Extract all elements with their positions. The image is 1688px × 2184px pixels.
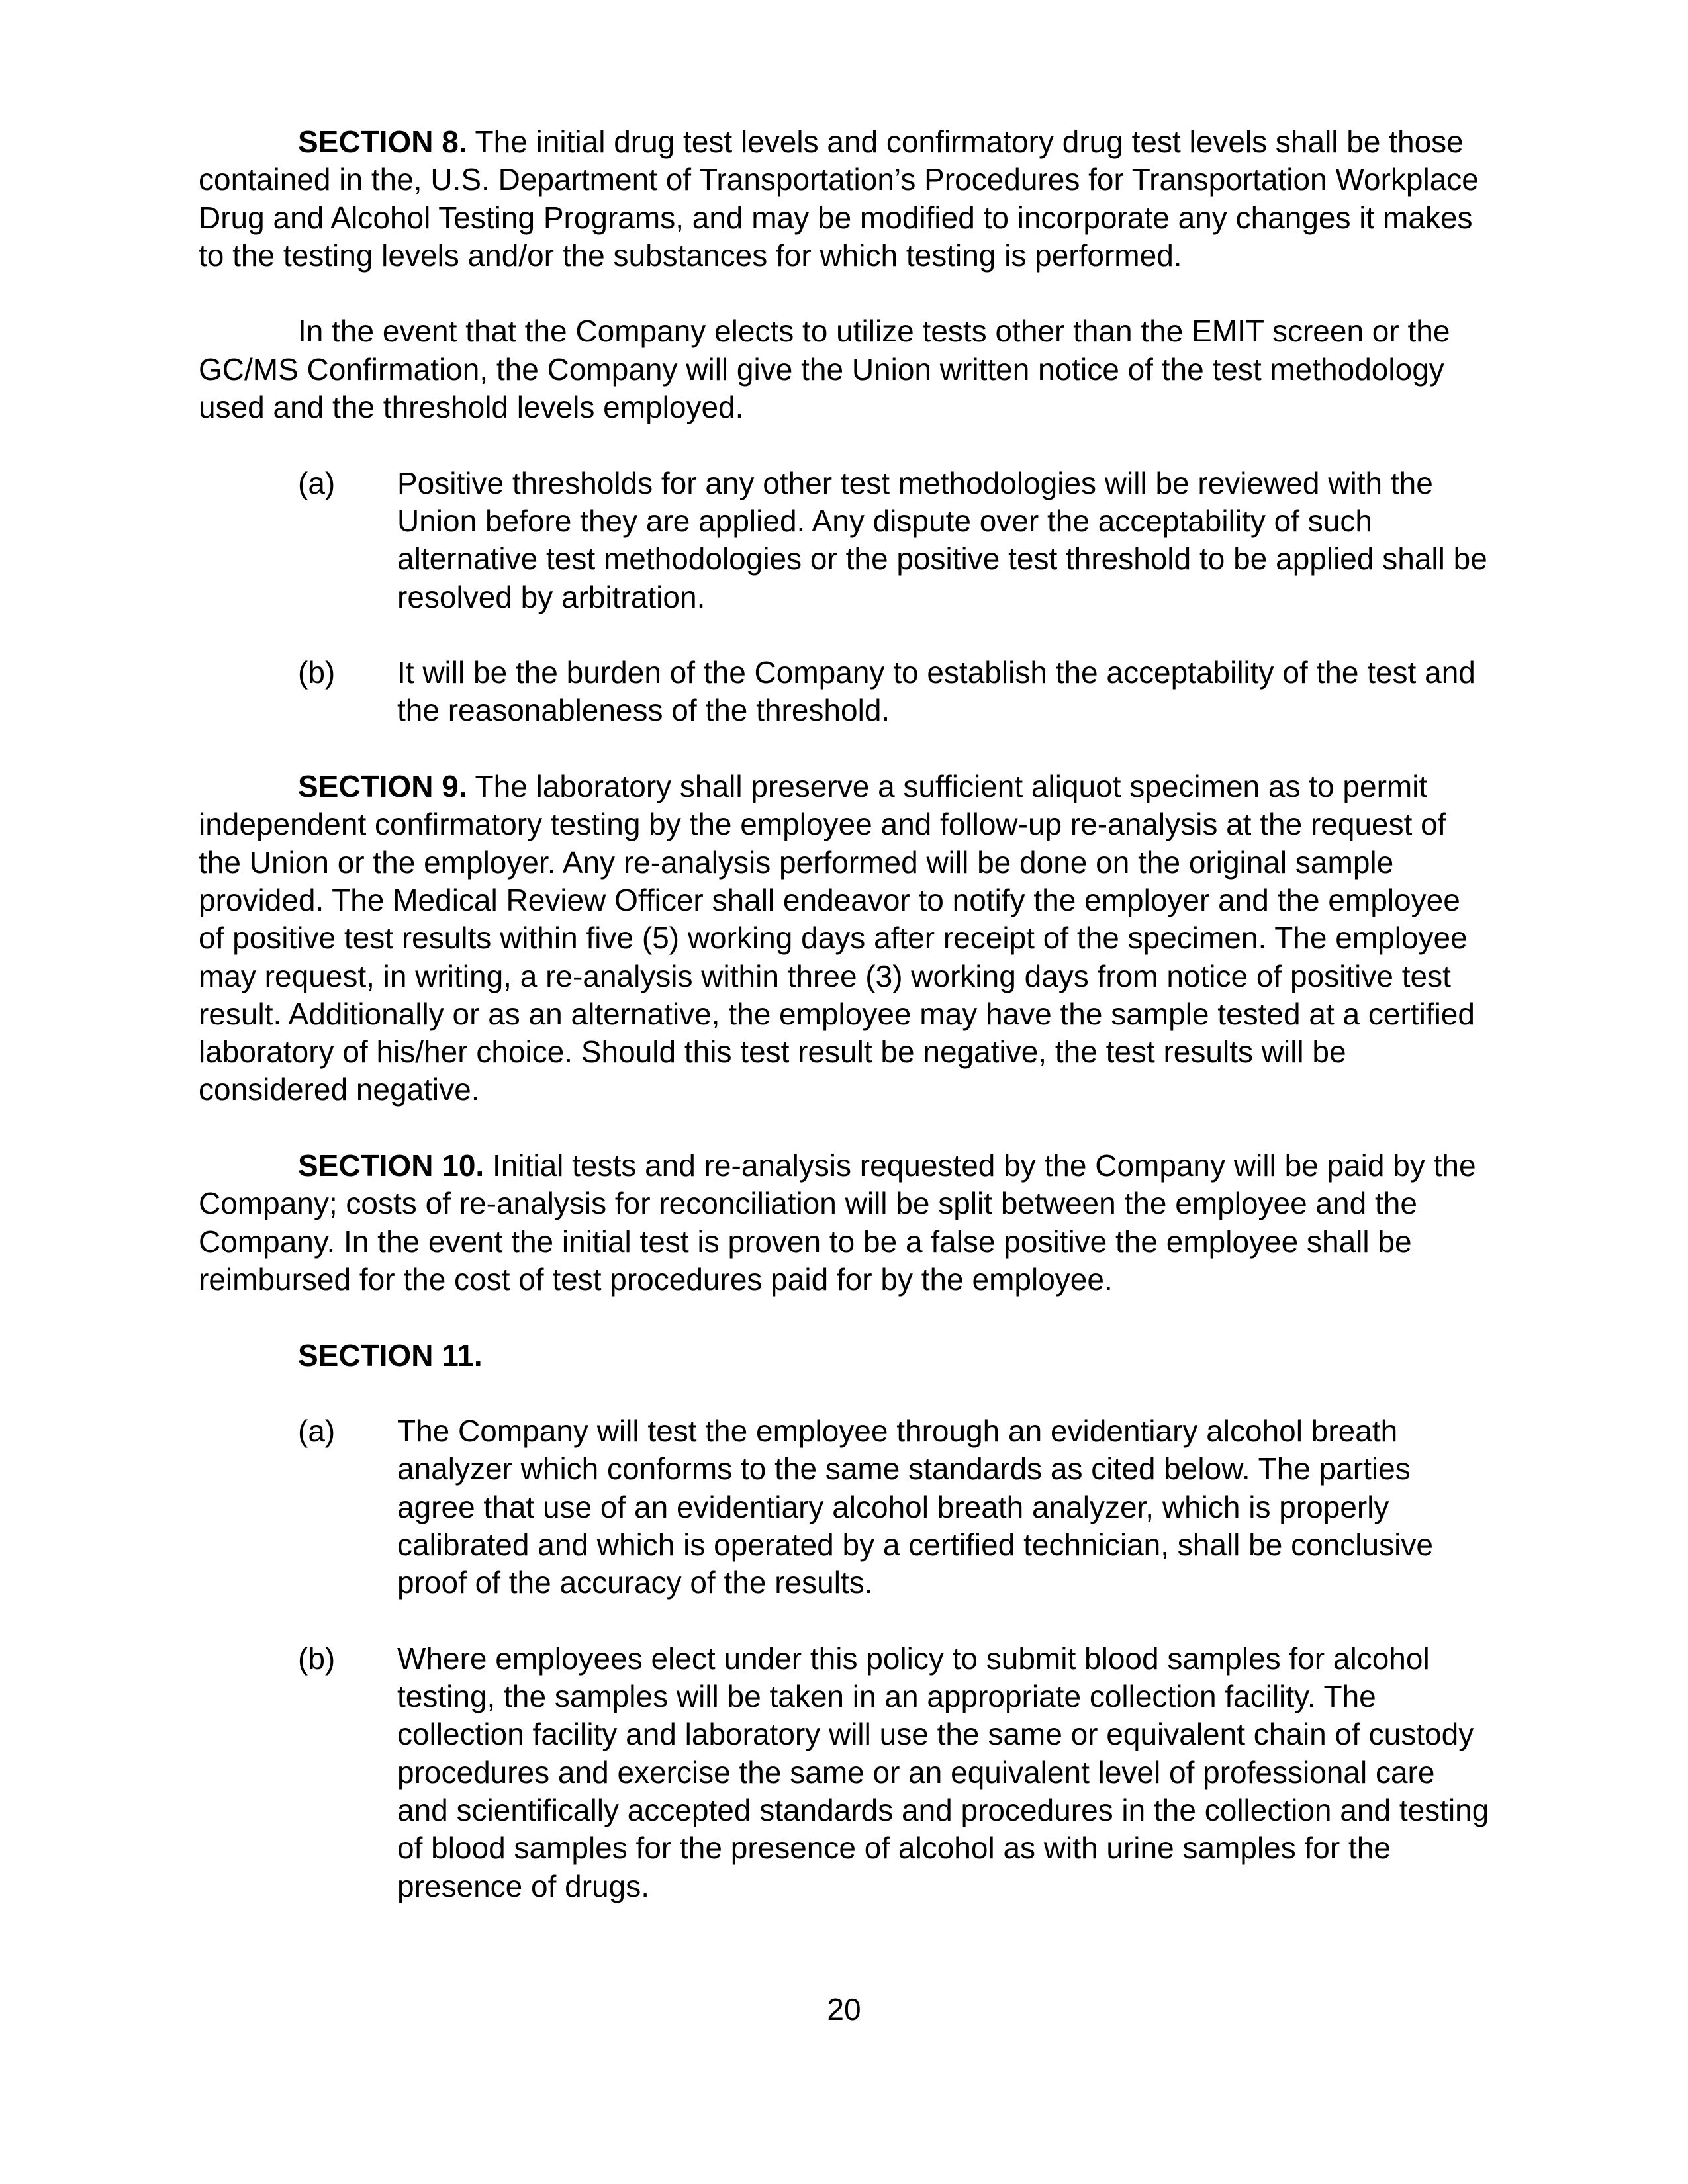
page-number: 20 (827, 1992, 861, 2026)
section-11-item-b (199, 1640, 1489, 1905)
section-8-text: The initial drug test levels and confirmatory drug test levels shall be those contained in the, U.S. Department of Transportation’s Procedures for Transportation Workplace Drug and Alcohol Testing Programs, and may be modified to incorporate any changes it makes to the testing levels and/or the substances for which testing is performed. (199, 124, 1479, 273)
section-8-paragraph (199, 123, 1489, 275)
section-11-item-a (199, 1412, 1489, 1602)
section-11-heading: SECTION 11. (298, 1338, 483, 1373)
section-10-heading: SECTION 10. (298, 1148, 485, 1183)
item-label: (b) (298, 1641, 336, 1676)
section-9-paragraph (199, 768, 1489, 1109)
document-page (199, 123, 1489, 1943)
section-8-heading: SECTION 8. (298, 124, 467, 159)
section-8-paragraph-2: In the event that the Company elects to utilize tests other than the EMIT screen or the GC/MS Confirmation, the Company will give the Union written notice of the test methodology used and the threshold levels employed. (199, 314, 1450, 425)
section-9-heading: SECTION 9. (298, 769, 467, 804)
item-label: (b) (298, 655, 336, 690)
item-text: Where employees elect under this policy to submit blood samples for alcohol testing, the samples will be taken in an appropriate collection facility. The collection facility and laboratory will use the same or equivalent chain of custody procedures and exercise the same or an equivalent level of professional care and scientifically accepted standards and procedures in the collection and testing of blood samples for the presence of alcohol as with urine samples for the presence of drugs. (397, 1641, 1489, 1903)
section-10-text: Initial tests and re-analysis requested by the Company will be paid by the Company; costs of re-analysis for reconciliation will be split between the employee and the Company. In the event the initial test is proven to be a false positive the employee shall be reimbursed for the cost of test procedures paid for by the employee. (199, 1148, 1476, 1297)
section-10-paragraph (199, 1147, 1489, 1298)
item-text: It will be the burden of the Company to establish the acceptability of the test and the reasonableness of the threshold. (397, 655, 1476, 728)
item-label: (a) (298, 465, 336, 500)
item-label: (a) (298, 1414, 336, 1449)
section-9-text: The laboratory shall preserve a sufficient aliquot specimen as to permit independent confirmatory testing by the employee and follow-up re-analysis at the request of the Union or the employer. Any re-analysis performed will be done on the original sample provided. The Medical Review Officer shall endeavor to notify the employer and the employee of positive test results within five (5) working days after receipt of the specimen. The employee may request, in writing, a re-analysis within three (3) working days from notice of positive test result. Additionally or as an alternative, the employee may have the sample tested at a certified laboratory of his/her choice. Should this test result be negative, the test results will be considered negative. (199, 769, 1475, 1107)
section-8-item-a (199, 465, 1489, 616)
section-8-item-b (199, 654, 1489, 730)
item-text: The Company will test the employee through an evidentiary alcohol breath analyzer which conforms to the same standards as cited below. The parties agree that use of an evidentiary alcohol breath analyzer, which is properly calibrated and which is operated by a certified technician, shall be conclusive proof of the accuracy of the results. (397, 1414, 1433, 1600)
item-text: Positive thresholds for any other test methodologies will be reviewed with the Union before they are applied. Any dispute over the acceptability of such alternative test methodologies or the positive test threshold to be applied shall be resolved by arbitration. (397, 465, 1487, 614)
